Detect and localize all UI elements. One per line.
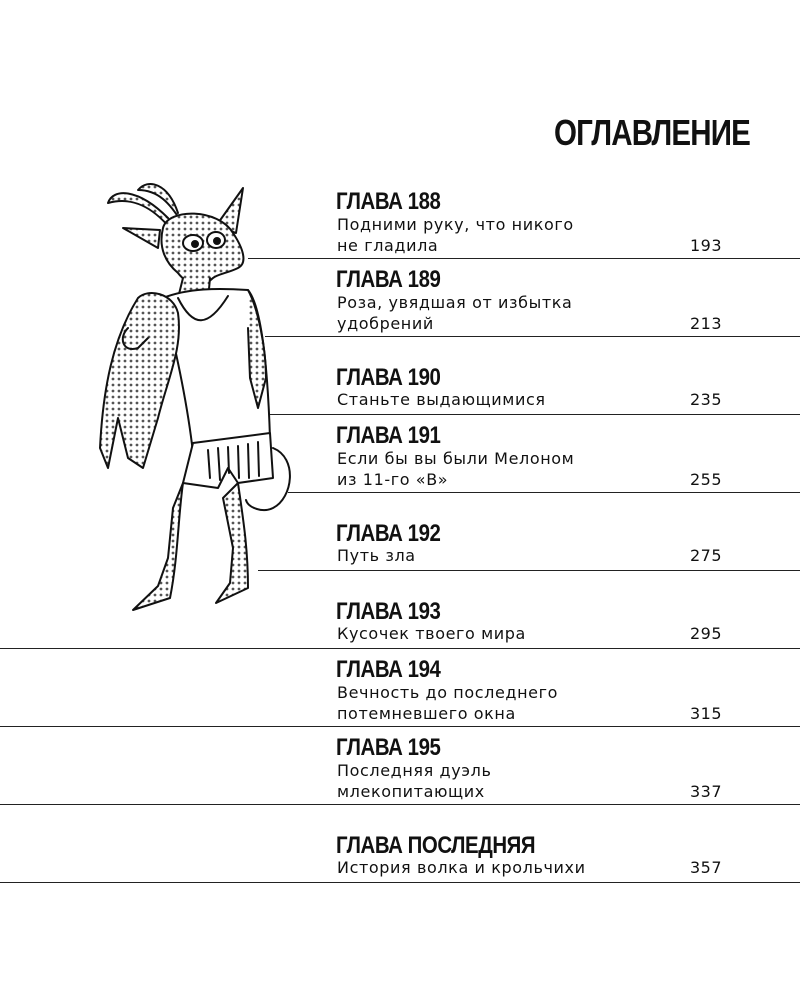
chapter-title-line: Если бы вы были Мелоном xyxy=(337,449,575,468)
chapter-title-line: Последняя дуэль xyxy=(337,761,492,780)
chapter-label: ГЛАВА 193 xyxy=(336,598,441,625)
divider-line xyxy=(258,570,800,571)
chapter-label: ГЛАВА 190 xyxy=(336,364,441,391)
chapter-title-line: не гладила xyxy=(337,236,439,255)
divider-line xyxy=(0,804,800,805)
page-number: 255 xyxy=(690,470,723,489)
page-title: ОГЛАВЛЕНИЕ xyxy=(553,112,750,153)
divider-line xyxy=(265,336,800,337)
chapter-title xyxy=(337,448,637,490)
chapter-label: ГЛАВА 195 xyxy=(336,734,441,761)
chapter-title-line: История волка и крольчихи xyxy=(337,858,586,877)
chapter-label: ГЛАВА 189 xyxy=(336,266,441,293)
chapter-title-line: Станьте выдающимися xyxy=(337,390,546,409)
page-number: 337 xyxy=(690,782,723,801)
chapter-title-line: Путь зла xyxy=(337,546,416,565)
chapter-title-line: удобрений xyxy=(337,314,434,333)
chapter-title-line: млекопитающих xyxy=(337,782,485,801)
page-number: 235 xyxy=(690,390,723,409)
page-number: 357 xyxy=(690,858,723,877)
divider-line xyxy=(0,648,800,649)
page-number: 295 xyxy=(690,624,723,643)
page-number: 193 xyxy=(690,236,723,255)
page-number: 213 xyxy=(690,314,723,333)
chapter-title xyxy=(337,545,637,566)
chapter-title xyxy=(337,292,637,334)
chapter-label: ГЛАВА ПОСЛЕДНЯЯ xyxy=(336,832,536,859)
page-number: 275 xyxy=(690,546,723,565)
chapter-title xyxy=(337,682,637,724)
chapter-title-line: Кусочек твоего мира xyxy=(337,624,526,643)
chapter-title xyxy=(337,623,637,644)
chapter-label: ГЛАВА 188 xyxy=(336,188,441,215)
chapter-title xyxy=(337,214,637,256)
goat-character-illustration xyxy=(98,178,298,618)
chapter-title-line: Вечность до последнего xyxy=(337,683,558,702)
divider-line xyxy=(270,414,800,415)
divider-line xyxy=(0,726,800,727)
chapter-title xyxy=(337,389,637,410)
chapter-title xyxy=(337,857,637,878)
chapter-title-line: Подними руку, что никого xyxy=(337,215,574,234)
chapter-title-line: из 11-го «В» xyxy=(337,470,449,489)
page-number: 315 xyxy=(690,704,723,723)
chapter-label: ГЛАВА 191 xyxy=(336,422,441,449)
chapter-label: ГЛАВА 194 xyxy=(336,656,441,683)
chapter-label: ГЛАВА 192 xyxy=(336,520,441,547)
divider-line xyxy=(288,492,800,493)
divider-line xyxy=(0,882,800,883)
divider-line xyxy=(248,258,800,259)
chapter-title-line: потемневшего окна xyxy=(337,704,516,723)
chapter-title xyxy=(337,760,637,802)
chapter-title-line: Роза, увядшая от избытка xyxy=(337,293,573,312)
